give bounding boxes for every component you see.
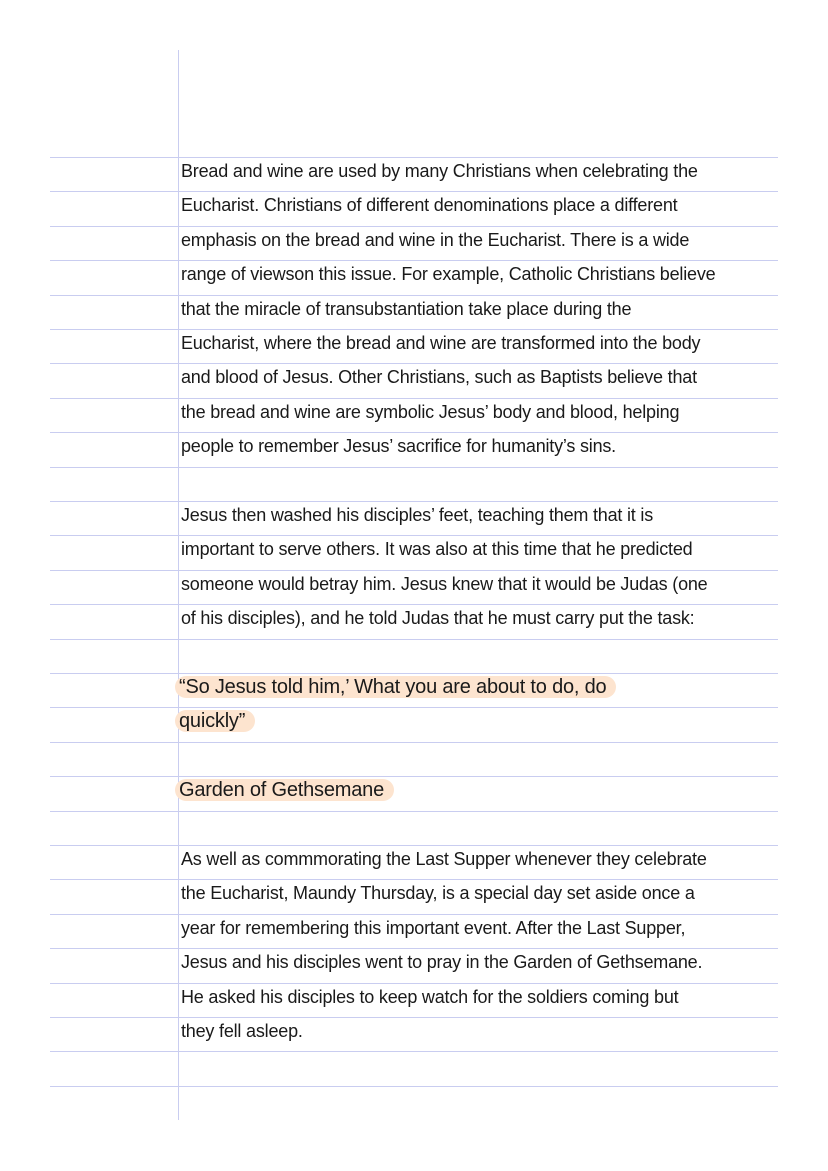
paragraph-2-line-text: someone would betray him. Jesus knew that it would be Judas (one	[181, 574, 708, 594]
paragraph-3-line	[181, 842, 707, 876]
paragraph-1-line-text: that the miracle of transubstantiation take place during the	[181, 299, 632, 319]
ruled-line	[50, 742, 778, 743]
ruled-line	[50, 707, 778, 708]
paragraph-1-line	[181, 188, 677, 222]
paragraph-1-line-text: Eucharist, where the bread and wine are transformed into the body	[181, 333, 701, 353]
ruled-line	[50, 1086, 778, 1087]
paragraph-1-line	[181, 223, 689, 257]
highlighted-quote-line	[181, 670, 616, 704]
paragraph-1-line	[181, 360, 697, 394]
margin-line	[178, 50, 179, 1120]
section-heading-text: Garden of Gethsemane	[175, 779, 394, 801]
paragraph-1-line-text: emphasis on the bread and wine in the Eucharist. There is a wide	[181, 230, 690, 250]
paragraph-3-line-text: the Eucharist, Maundy Thursday, is a special day set aside once a	[181, 883, 695, 903]
ruled-line	[50, 776, 778, 777]
ruled-line	[50, 467, 778, 468]
paragraph-2-line	[181, 498, 653, 532]
paragraph-2-line	[181, 567, 708, 601]
paragraph-3-line-text: they fell asleep.	[181, 1021, 303, 1041]
paragraph-3-line-text: year for remembering this important event. After the Last Supper,	[181, 918, 686, 938]
paragraph-3-line	[181, 945, 702, 979]
paragraph-2-line-text: important to serve others. It was also at this time that he predicted	[181, 539, 693, 559]
paragraph-3-line-text: Jesus and his disciples went to pray in the Garden of Gethsemane.	[181, 952, 703, 972]
paragraph-1-line	[181, 395, 679, 429]
paragraph-3-line	[181, 876, 695, 910]
ruled-line	[50, 811, 778, 812]
paragraph-1-line	[181, 292, 631, 326]
paragraph-1-line-text: people to remember Jesus’ sacrifice for humanity’s sins.	[181, 436, 616, 456]
paragraph-3-line-text: He asked his disciples to keep watch for the soldiers coming but	[181, 987, 679, 1007]
paragraph-2-line-text: of his disciples), and he told Judas that he must carry put the task:	[181, 608, 695, 628]
ruled-line	[50, 1051, 778, 1052]
paragraph-2-line	[181, 532, 692, 566]
ruled-line	[50, 1017, 778, 1018]
paragraph-3-line	[181, 980, 678, 1014]
paragraph-1-line	[181, 326, 700, 360]
paragraph-1-line-text: the bread and wine are symbolic Jesus’ body and blood, helping	[181, 402, 680, 422]
ruled-line	[50, 639, 778, 640]
highlighted-quote-line	[181, 704, 255, 738]
paragraph-1-line	[181, 257, 715, 291]
paragraph-3-line	[181, 1014, 303, 1048]
section-heading	[181, 773, 394, 807]
paragraph-1-line	[181, 154, 698, 188]
paragraph-1-line-text: Eucharist. Christians of different denominations place a different	[181, 195, 678, 215]
paragraph-1-line-text: and blood of Jesus. Other Christians, such as Baptists believe that	[181, 367, 697, 387]
paragraph-2-line	[181, 601, 694, 635]
paragraph-1-line-text: range of viewson this issue. For example, Catholic Christians believe	[181, 264, 716, 284]
paragraph-1-line-text: Bread and wine are used by many Christians when celebrating the	[181, 161, 698, 181]
highlighted-quote-line-text: “So Jesus told him,’ What you are about to do, do	[175, 676, 616, 698]
paragraph-3-line	[181, 911, 685, 945]
paragraph-2-line-text: Jesus then washed his disciples’ feet, teaching them that it is	[181, 505, 653, 525]
paragraph-3-line-text: As well as commmorating the Last Supper whenever they celebrate	[181, 849, 707, 869]
highlighted-quote-line-text: quickly”	[175, 710, 255, 732]
paragraph-1-line	[181, 429, 616, 463]
